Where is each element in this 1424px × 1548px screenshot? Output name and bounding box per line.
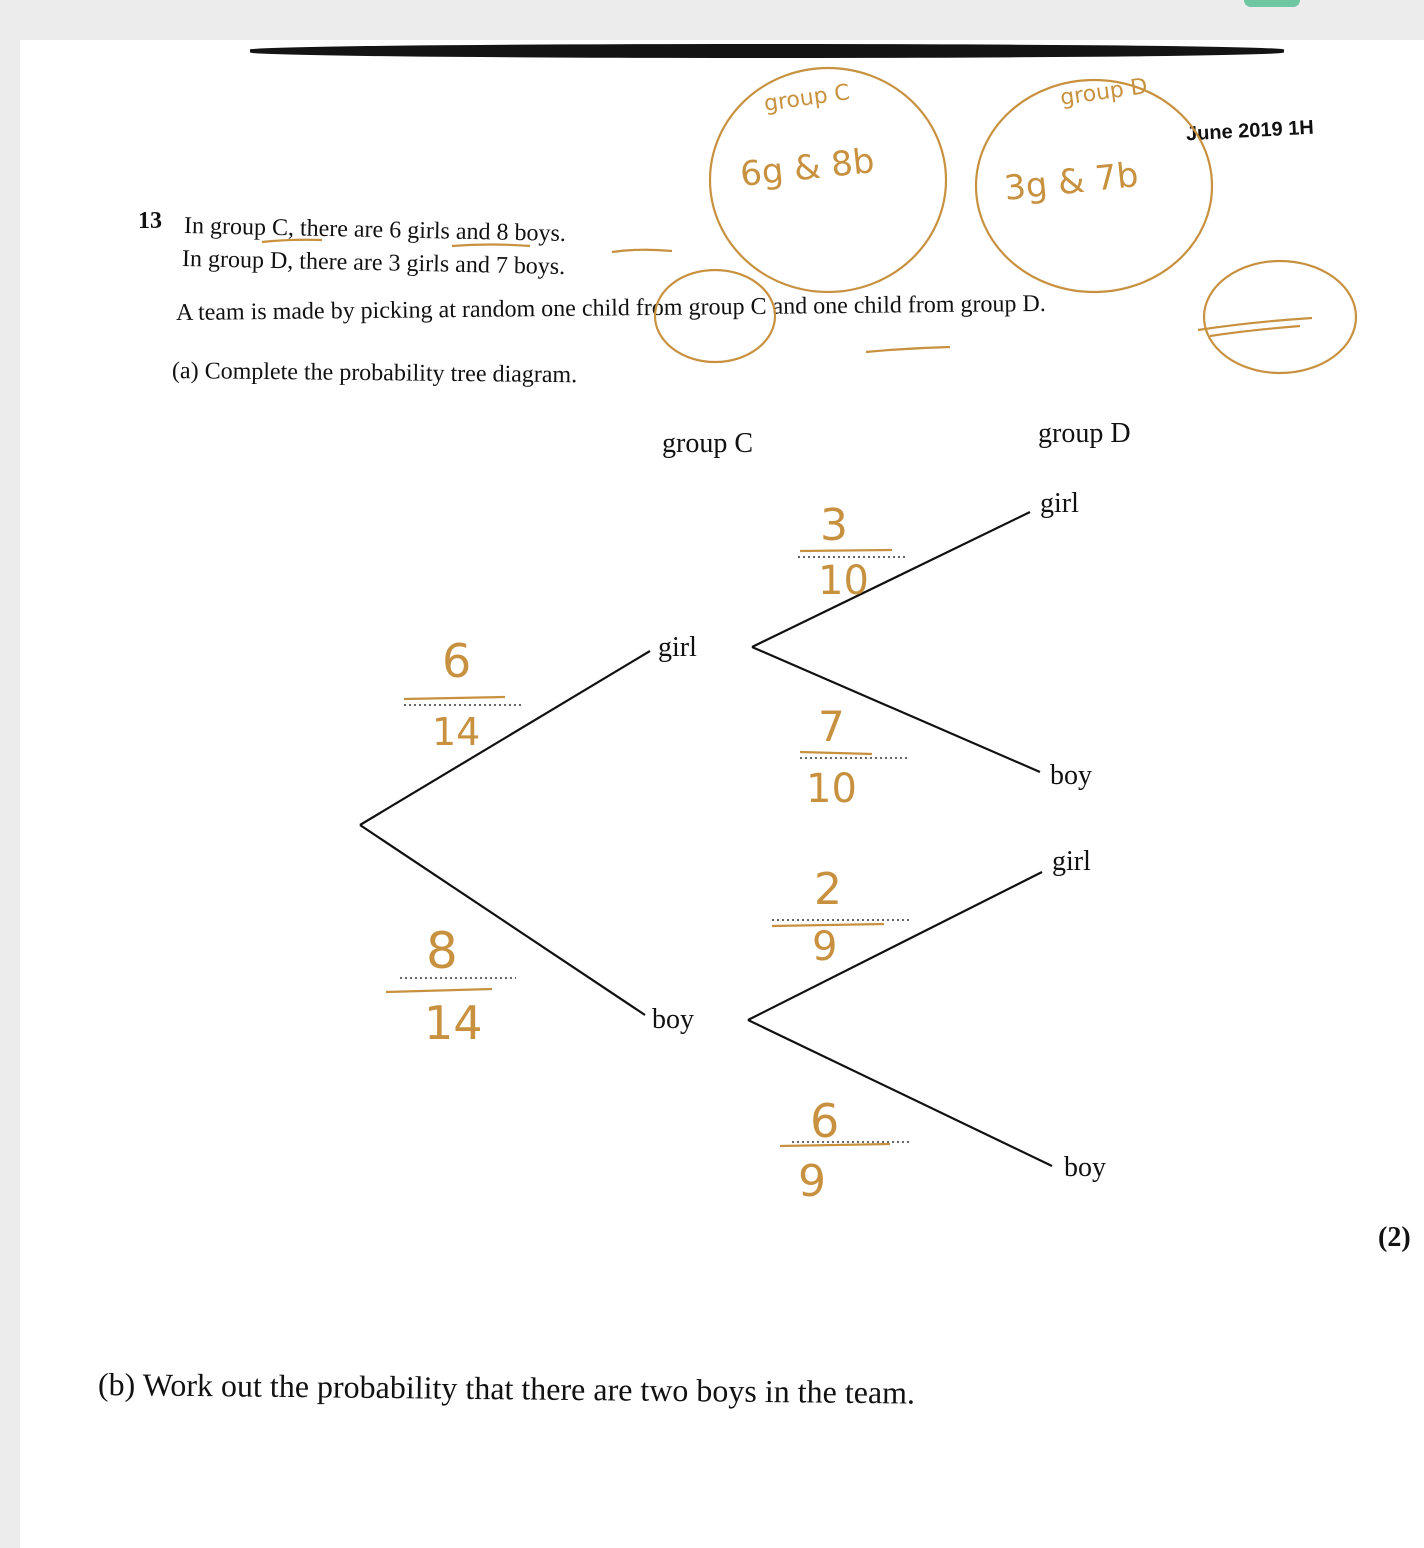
hand-circle-d-counts: 3g & 7b: [1002, 155, 1141, 209]
hand-d1-girl-den: 10: [818, 558, 869, 604]
question-number: 13: [138, 208, 162, 234]
fraction-bar-c-girl: [404, 697, 505, 699]
fraction-bar-d1-boy: [800, 752, 872, 754]
hand-c-boy-den: 14: [424, 996, 483, 1050]
question-line-3: A team is made by picking at random one child from group C and one child from group D.: [175, 290, 1046, 326]
node-d-boy-2: boy: [1064, 1152, 1106, 1183]
hand-d2-girl-den: 9: [812, 924, 838, 970]
hand-c-girl-den: 14: [432, 710, 481, 754]
node-d-girl-1: girl: [1040, 488, 1079, 519]
header-group-d: group D: [1038, 418, 1131, 449]
node-c-girl: girl: [658, 632, 697, 663]
hand-d2-boy-num: 6: [810, 1094, 840, 1148]
circle-one-child: [655, 270, 775, 362]
hand-d1-girl-num: 3: [820, 500, 848, 551]
branch-d2-boy: [748, 1020, 1052, 1166]
node-d-girl-2: girl: [1052, 846, 1091, 877]
source-label: June 2019 1H: [1185, 116, 1315, 146]
circle-group-d-text: [1204, 261, 1356, 373]
part-a-instruction: (a) Complete the probability tree diagram.: [171, 358, 578, 389]
branch-d1-girl: [752, 512, 1030, 647]
underline-group-d-2: [1198, 318, 1312, 336]
underline-group-c: [262, 240, 322, 242]
branch-c-boy: [360, 825, 645, 1015]
question-line-1: In group C, there are 6 girls and 8 boys.: [183, 213, 567, 247]
node-c-boy: boy: [652, 1004, 694, 1035]
underline-6-girls: [452, 245, 530, 247]
hand-c-boy-num: 8: [426, 922, 458, 980]
hand-d1-boy-num: 7: [818, 702, 845, 751]
branch-d1-boy: [752, 647, 1040, 772]
branch-d2-girl: [748, 872, 1042, 1020]
marks-part-a: (2): [1378, 1222, 1411, 1253]
question-line-2: In group D, there are 3 girls and 7 boys.: [181, 246, 566, 281]
underline-8-boys: [612, 250, 672, 252]
hand-circle-c-counts: 6g & 8b: [738, 141, 877, 195]
branch-c-girl: [360, 651, 650, 825]
hand-circle-c-title: group C: [762, 80, 852, 117]
fraction-bar-c-boy: [386, 989, 492, 992]
part-b-instruction: (b) Work out the probability that there are two boys in the team.: [97, 1366, 916, 1411]
hand-c-girl-num: 6: [442, 634, 472, 688]
hand-d2-girl-num: 2: [814, 864, 842, 915]
hand-d1-boy-den: 10: [806, 766, 857, 812]
header-group-c: group C: [662, 428, 753, 459]
underline-group-c-2: [866, 347, 950, 352]
hand-circle-d-title: group D: [1058, 74, 1150, 111]
node-d-boy-1: boy: [1050, 760, 1092, 791]
hand-d2-boy-den: 9: [798, 1156, 826, 1207]
